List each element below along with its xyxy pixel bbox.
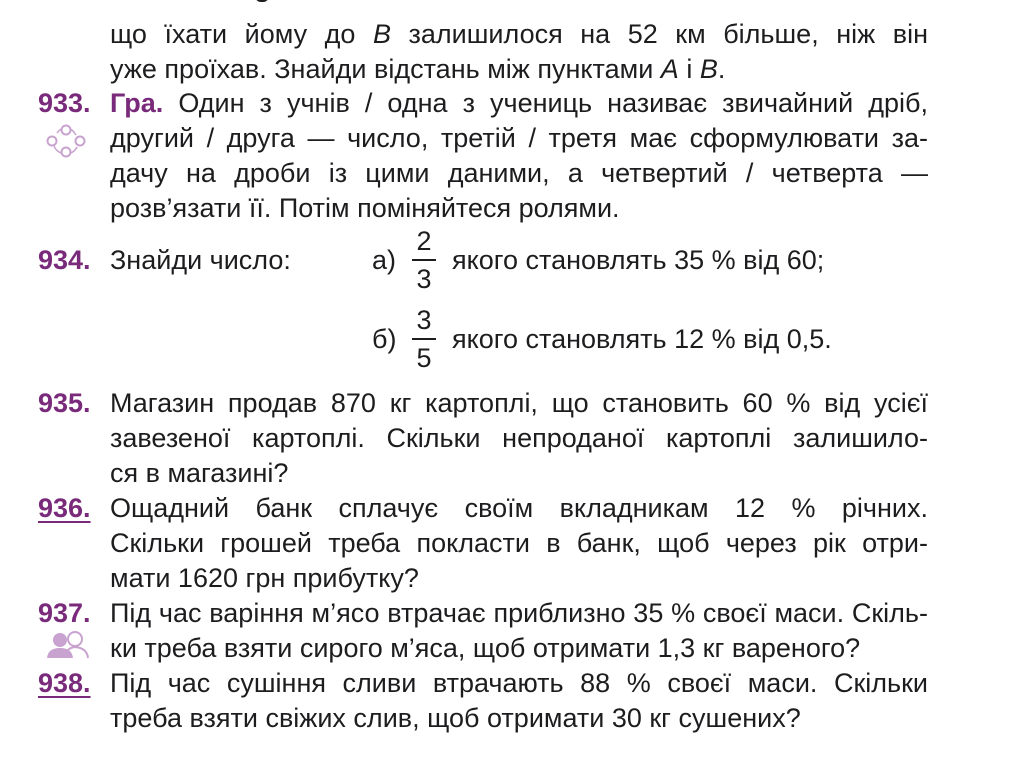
task-number-933: 933. bbox=[38, 88, 91, 118]
task-937-text: ки треба взяти сирого м’яса, щоб отримати 1,3 кг вареного? bbox=[110, 633, 861, 663]
item-a-text: якого становлять 35 % від 60; bbox=[452, 245, 825, 275]
game-label: Гра. bbox=[110, 88, 164, 118]
item-b-text: якого становлять 12 % від 0,5. bbox=[452, 324, 832, 354]
fraction-b-numerator: 3 bbox=[416, 305, 432, 335]
fraction-a bbox=[412, 226, 436, 294]
task-936-text: Скільки грошей треба покласти в банк, щоб через рік отри- bbox=[110, 528, 928, 558]
pair-work-icon bbox=[44, 630, 92, 660]
item-a-label: а) bbox=[372, 245, 397, 275]
task-933-text: Один з учнів / одна з учениць називає звичайний дріб, bbox=[163, 88, 928, 118]
task-number-934: 934. bbox=[38, 245, 91, 275]
task-937-text: Під час варіння м’ясо втрачає приблизно 35 % своєї маси. Скіль- bbox=[110, 598, 928, 628]
task-935-text: завезеної картоплі. Скільки непроданої картоплі залишило- bbox=[110, 423, 928, 453]
task-938-text: Під час сушіння сливи втрачають 88 % своєї маси. Скільки bbox=[110, 668, 928, 698]
prev-task-line-1 bbox=[110, 17, 928, 51]
prev-task-text: уже проїхав. Знайди відстань між пунктами A і B. bbox=[110, 54, 726, 84]
task-938-line-1 bbox=[110, 666, 928, 700]
task-936-line-1 bbox=[110, 491, 928, 525]
task-938-text: треба взяти свіжих слив, щоб отримати 30 кг сушених? bbox=[110, 703, 801, 733]
fraction-b bbox=[412, 305, 436, 373]
task-933-text: другий / друга — число, третій / третя має сформулювати за- bbox=[110, 123, 928, 153]
item-b-label: б) bbox=[372, 324, 397, 354]
fraction-bar bbox=[412, 338, 436, 340]
task-936-text: Ощадний банк сплачує своїм вкладникам 12 % річних. bbox=[110, 493, 928, 523]
task-number-935: 935. bbox=[38, 388, 91, 418]
task-number-936: 936. bbox=[38, 493, 91, 523]
task-935-line-1 bbox=[110, 386, 928, 420]
prev-task-text: що їхати йому до B залишилося на 52 км більше, ніж він bbox=[110, 19, 928, 49]
task-number-938: 938. bbox=[38, 668, 91, 698]
task-933-text: дачу на дроби із цими даними, а четвертий / четверта — bbox=[110, 158, 928, 188]
prev-task-line-2 bbox=[110, 52, 928, 86]
point-letter: B bbox=[372, 19, 391, 49]
task-935-text: ся в магазині? bbox=[110, 458, 289, 488]
point-letter: B bbox=[699, 54, 718, 84]
task-933-line-4 bbox=[110, 191, 928, 225]
fraction-bar bbox=[412, 259, 436, 261]
task-934-prompt: Знайди число: bbox=[110, 245, 291, 275]
task-number-937: 937. bbox=[38, 598, 91, 628]
fraction-a-numerator: 2 bbox=[416, 226, 432, 256]
group-game-icon bbox=[44, 124, 88, 158]
task-936-line-2 bbox=[110, 526, 928, 560]
task-935-text: Магазин продав 870 кг картоплі, що становить 60 % від усієї bbox=[110, 388, 928, 418]
task-936-text: мати 1620 грн прибутку? bbox=[110, 563, 419, 593]
fraction-a-denominator: 3 bbox=[416, 264, 432, 294]
task-937-line-2 bbox=[110, 631, 928, 665]
task-933-text: розв’язати її. Потім поміняйтеся ролями. bbox=[110, 193, 620, 223]
task-936-line-3 bbox=[110, 561, 928, 595]
task-935-line-3 bbox=[110, 456, 928, 490]
task-935-line-2 bbox=[110, 421, 928, 455]
task-933-line-1 bbox=[110, 86, 928, 120]
cut-off-glyph bbox=[255, 0, 269, 2]
task-937-line-1 bbox=[110, 596, 928, 630]
task-938-line-2 bbox=[110, 701, 928, 735]
point-letter: A bbox=[660, 54, 679, 84]
fraction-b-denominator: 5 bbox=[416, 343, 432, 373]
task-933-line-2 bbox=[110, 121, 928, 155]
task-933-line-3 bbox=[110, 156, 928, 190]
